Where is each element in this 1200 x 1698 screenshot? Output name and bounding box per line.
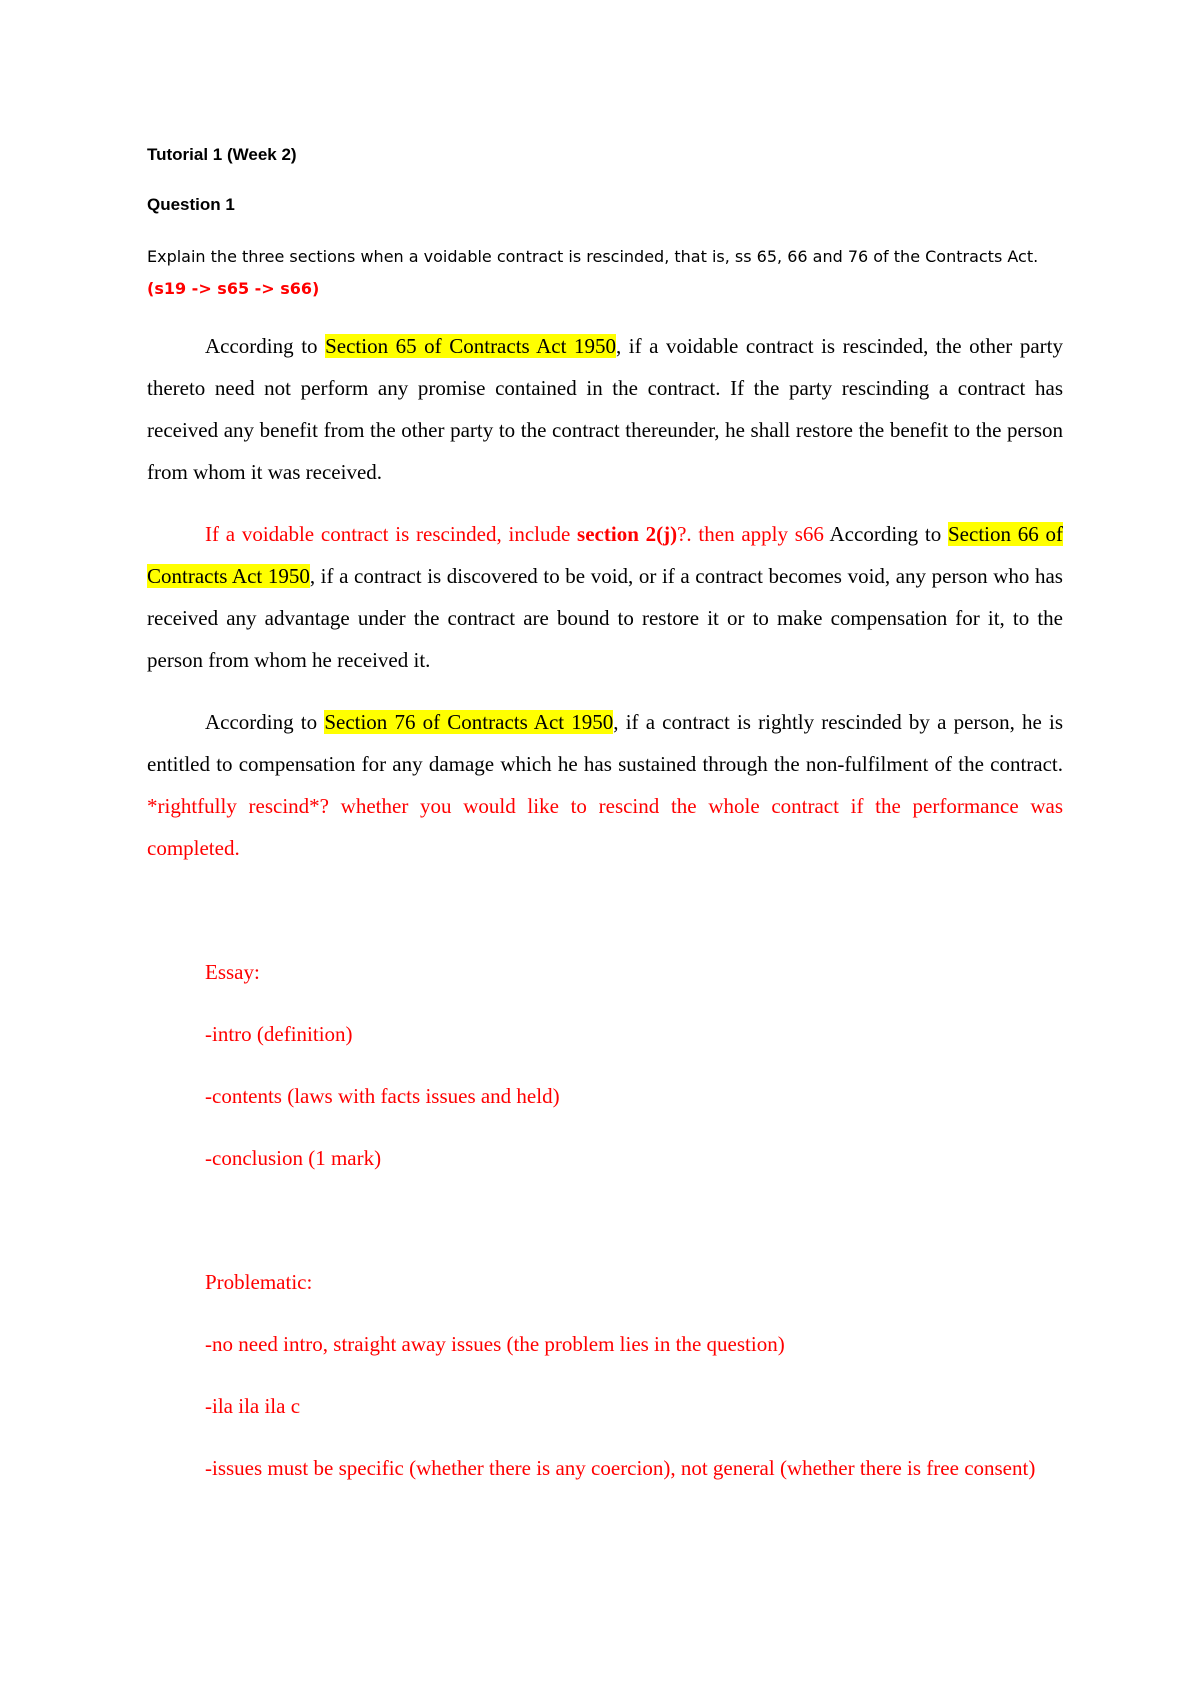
question-text [147, 241, 1063, 305]
para1-body: , if a voidable contract is rescinded, the other party thereto need not perform any promise contained in the contract. If the party rescinding a contract has received any benefit from the other party to the contract thereunder, he shall restore the benefit to the person from whom it was received. [147, 334, 1063, 484]
highlight-section-66: Section 66 of Contracts Act 1950 [147, 522, 1063, 588]
question-body: Explain the three sections when a voidable contract is rescinded, that is, ss 65, 66 and 76 of the Contracts Act. [147, 247, 1039, 266]
list-item: -conclusion (1 mark) [205, 1146, 382, 1170]
problematic-notes [147, 1261, 1063, 1489]
para2-lead: According to [823, 522, 948, 546]
essay-heading: Essay: [205, 960, 260, 984]
paragraph-section-66 [147, 513, 1063, 681]
para3-annotation: *rightfully rescind*? whether you would like to rescind the whole contract if the performance was completed. [147, 794, 1063, 860]
para3-body: , if a contract is rightly rescinded by a person, he is entitled to compensation for any damage which he has sustained through the non-fulfilment of the contract. [147, 710, 1063, 776]
para2-annotation: If a voidable contract is rescinded, include [205, 522, 578, 546]
para2-annotation-bold: section 2(j) [577, 522, 678, 546]
essay-notes [147, 951, 1063, 1179]
tutorial-title: Tutorial 1 (Week 2) [147, 145, 297, 164]
paragraph-section-76 [147, 701, 1063, 869]
list-item: -contents (laws with facts issues and held) [205, 1084, 560, 1108]
highlight-section-76: Section 76 of Contracts Act 1950 [324, 710, 614, 734]
paragraph-section-65 [147, 325, 1063, 493]
para1-lead: According to [205, 334, 326, 358]
highlight-section-65: Section 65 of Contracts Act 1950 [325, 334, 616, 358]
question-note: (s19 -> s65 -> s66) [147, 279, 320, 298]
document-body [147, 143, 1063, 1509]
para2-body: , if a contract is discovered to be void, or if a contract becomes void, any person who has received any advantage under the contract are bound to restore it or to make compensation for it, to the person from whom he received it. [147, 564, 1063, 672]
list-item: -intro (definition) [205, 1022, 353, 1046]
para2-annotation-tail: ?. then apply s66 [677, 522, 824, 546]
problematic-heading: Problematic: [205, 1270, 313, 1294]
list-item: -ila ila ila c [205, 1394, 301, 1418]
spacer [147, 1199, 1063, 1261]
spacer [147, 889, 1063, 951]
para3-lead: According to [205, 710, 325, 734]
list-item: -no need intro, straight away issues (the problem lies in the question) [205, 1332, 785, 1356]
question-label: Question 1 [147, 195, 235, 214]
list-item: -issues must be specific (whether there is any coercion), not general (whether there is free consent) [205, 1456, 1036, 1480]
